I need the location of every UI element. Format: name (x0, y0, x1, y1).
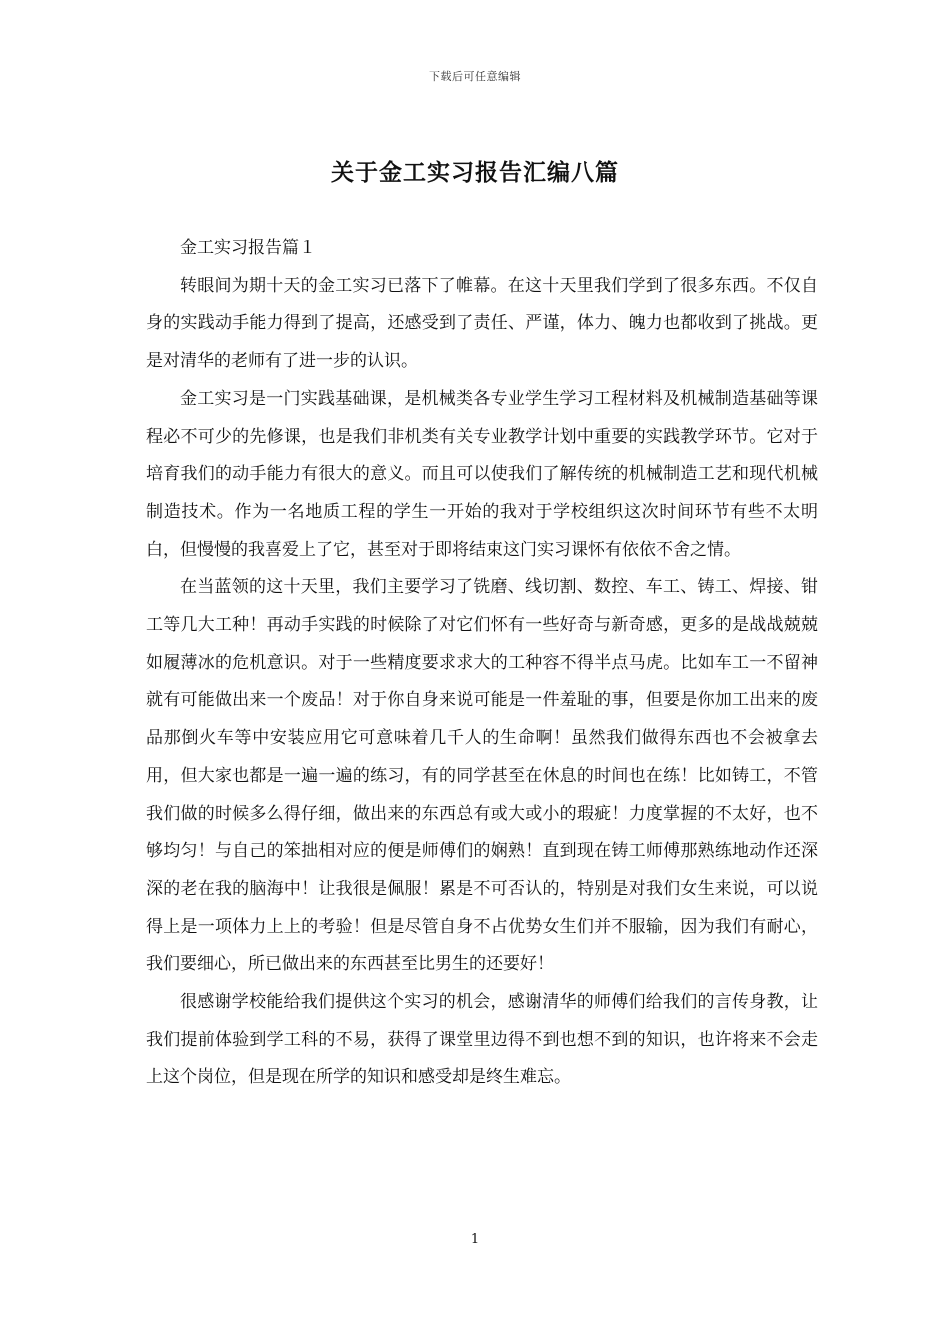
page-header-note: 下载后可任意编辑 (429, 70, 521, 83)
document-body (146, 230, 818, 1097)
body-paragraph: 在当蓝领的这十天里，我们主要学习了铣磨、线切割、数控、车工、铸工、焊接、钳工等几大工种！再动手实践的时候除了对它们怀有一些好奇与新奇感，更多的是战战兢兢如履薄冰的危机意识。对于一些精度要求求大的工种容不得半点马虎。比如车工一不留神就有可能做出来一个废品！对于你自身来说可能是一件羞耻的事，但要是你加工出来的废品那倒火车等中安装应用它可意味着几千人的生命啊！虽然我们做得东西也不会被拿去用，但大家也都是一遍一遍的练习，有的同学甚至在休息的时间也在练！比如铸工，不管我们做的时候多么得仔细，做出来的东西总有或大或小的瑕疵！力度掌握的不太好，也不够均匀！与自己的笨拙相对应的便是师傅们的娴熟！直到现在铸工师傅那熟练地动作还深深的老在我的脑海中！让我很是佩服！累是不可否认的，特别是对我们女生来说，可以说得上是一项体力上上的考验！但是尽管自身不占优势女生们并不服输，因为我们有耐心，我们要细心，所已做出来的东西甚至比男生的还要好！ (146, 577, 818, 975)
body-paragraph: 转眼间为期十天的金工实习已落下了帷幕。在这十天里我们学到了很多东西。不仅自身的实践动手能力得到了提高，还感受到了责任、严谨，体力、魄力也都收到了挑战。更是对清华的老师有了进一步的认识。 (146, 275, 818, 372)
document-title: 关于金工实习报告汇编八篇 (331, 159, 619, 186)
page-number: 1 (470, 1232, 480, 1247)
body-paragraph: 金工实习是一门实践基础课，是机械类各专业学生学习工程材料及机械制造基础等课程必不可少的先修课，也是我们非机类有关专业教学计划中重要的实践教学环节。它对于培育我们的动手能力有很大的意义。而且可以使我们了解传统的机械制造工艺和现代机械制造技术。作为一名地质工程的学生一开始的我对于学校组织这次时间环节有些不太明白，但慢慢的我喜爱上了它，甚至对于即将结束这门实习课怀有依依不舍之情。 (146, 388, 818, 560)
body-paragraph: 很感谢学校能给我们提供这个实习的机会，感谢清华的师傅们给我们的言传身教，让我们提前体验到学工科的不易，获得了课堂里边得不到也想不到的知识，也许将来不会走上这个岗位，但是现在所学的知识和感受却是终生难忘。 (146, 992, 818, 1088)
section-heading: 金工实习报告篇１ (180, 238, 316, 258)
